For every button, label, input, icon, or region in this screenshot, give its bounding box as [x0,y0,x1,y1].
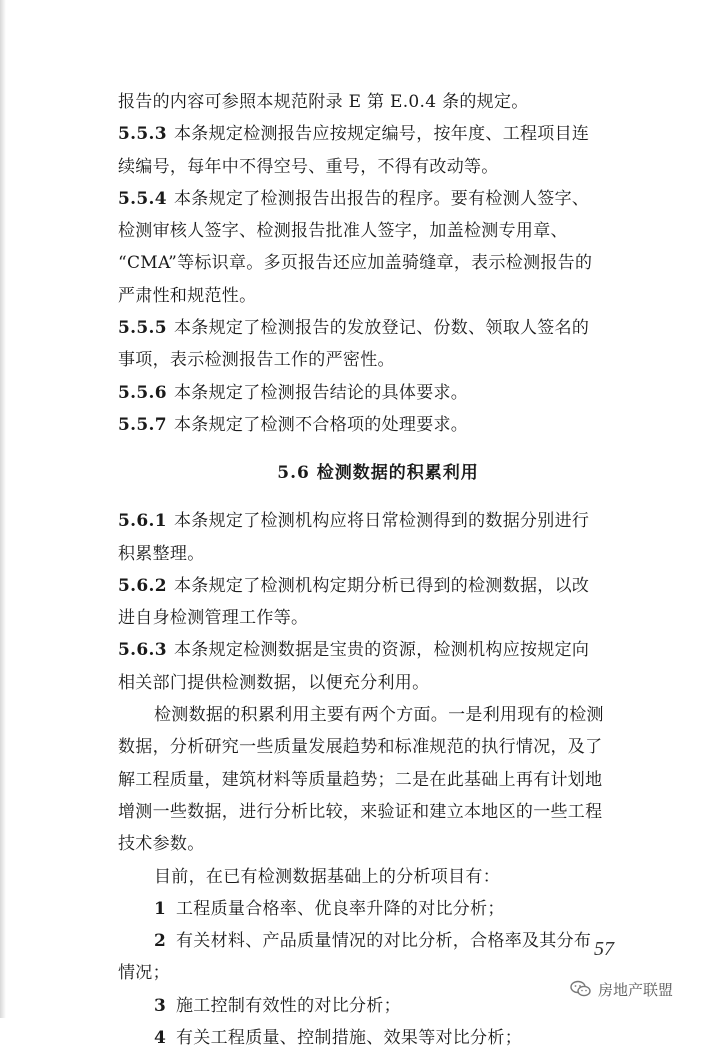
text-line [118,247,638,279]
line-text: 工程质量合格率、优良率升降的对比分析； [176,898,505,919]
line-text: 本条规定了检测不合格项的处理要求。 [174,414,469,435]
line-text: 检测审核人签字、检测报告批准人签字，加盖检测专用章、 [118,221,568,242]
line-text: 事项，表示检测报告工作的严密性。 [118,350,395,371]
page-number: 57 [594,938,614,960]
text-line [118,764,638,796]
text-line [118,1022,638,1054]
section-5-5-continued [118,86,638,441]
text-line [118,377,638,409]
list-number: 3 [154,995,167,1016]
text-line [118,731,638,763]
text-line [118,538,638,570]
clause-number: 5.6.2 [118,575,167,596]
text-line [118,925,638,957]
text-line [118,861,638,893]
line-text: 本条规定了检测机构定期分析已得到的检测数据，以改 [174,575,590,596]
section-5-6 [118,505,638,1054]
list-number: 1 [154,898,167,919]
line-text: 本条规定了检测报告的发放登记、份数、领取人签名的 [174,318,590,339]
line-text: 续编号，每年中不得空号、重号，不得有改动等。 [118,156,499,177]
line-text: 解工程质量，建筑材料等质量趋势；二是在此基础上再有计划地 [118,769,603,790]
line-text: 严肃性和规范性。 [118,285,257,306]
text-line [118,118,638,150]
wechat-icon [570,980,592,998]
clause-number: 5.6.3 [118,640,167,661]
line-text: 增测一些数据，进行分析比较，来验证和建立本地区的一些工程 [118,801,603,822]
line-text: 积累整理。 [118,543,205,564]
line-text: 报告的内容可参照本规范附录 E 第 E.0.4 条的规定。 [118,92,529,112]
clause-number: 5.5.4 [118,188,167,209]
line-text: 本条规定了检测机构应将日常检测得到的数据分别进行 [174,511,590,532]
section-heading: 5.6 检测数据的积累利用 [277,463,479,484]
watermark [570,976,673,1002]
line-text: 数据，分析研究一些质量发展趋势和标准规范的执行情况，及了 [118,737,603,758]
text-line [118,344,638,376]
line-text: 目前，在已有检测数据基础上的分析项目有： [154,866,500,887]
body-text [118,86,638,1054]
line-text: 本条规定了检测报告结论的具体要求。 [174,382,469,403]
line-text: 本条规定检测数据是宝贵的资源，检测机构应按规定向 [174,640,590,661]
text-line [118,796,638,828]
text-line [118,570,638,602]
line-text: “CMA”等标识章。多页报告还应加盖骑缝章，表示检测报告的 [118,253,593,274]
text-line [118,990,638,1022]
line-text: 进自身检测管理工作等。 [118,608,309,629]
text-line [118,86,638,118]
clause-number: 5.5.6 [118,382,167,403]
page-edge-shadow [0,0,6,1018]
text-line [118,602,638,634]
line-text: 施工控制有效性的对比分析； [176,995,401,1016]
text-line [118,409,638,441]
list-number: 4 [154,1028,167,1049]
text-line [118,957,638,989]
clause-number: 5.5.7 [118,414,167,435]
line-text: 技术参数。 [118,834,205,855]
text-line [118,151,638,183]
clause-number: 5.6.1 [118,511,167,532]
line-text: 相关部门提供检测数据，以便充分利用。 [118,672,430,693]
text-line [118,280,638,312]
text-line [118,183,638,215]
text-line [118,828,638,860]
list-number: 2 [154,931,167,952]
clause-number: 5.5.5 [118,318,167,339]
text-line [118,634,638,666]
line-text: 有关材料、产品质量情况的对比分析，合格率及其分布 [176,931,592,952]
line-text: 本条规定检测报告应按规定编号，按年度、工程项目连 [174,124,590,145]
line-text: 有关工程质量、控制措施、效果等对比分析； [176,1028,522,1049]
text-line [118,893,638,925]
clause-number: 5.5.3 [118,124,167,145]
text-line [118,699,638,731]
line-text: 情况； [118,963,170,984]
text-line [118,312,638,344]
text-line [118,215,638,247]
text-line [118,505,638,537]
line-text: 检测数据的积累利用主要有两个方面。一是利用现有的检测 [154,705,604,726]
line-text: 本条规定了检测报告出报告的程序。要有检测人签字、 [174,188,590,209]
text-line [118,667,638,699]
watermark-text: 房地产联盟 [598,980,674,999]
